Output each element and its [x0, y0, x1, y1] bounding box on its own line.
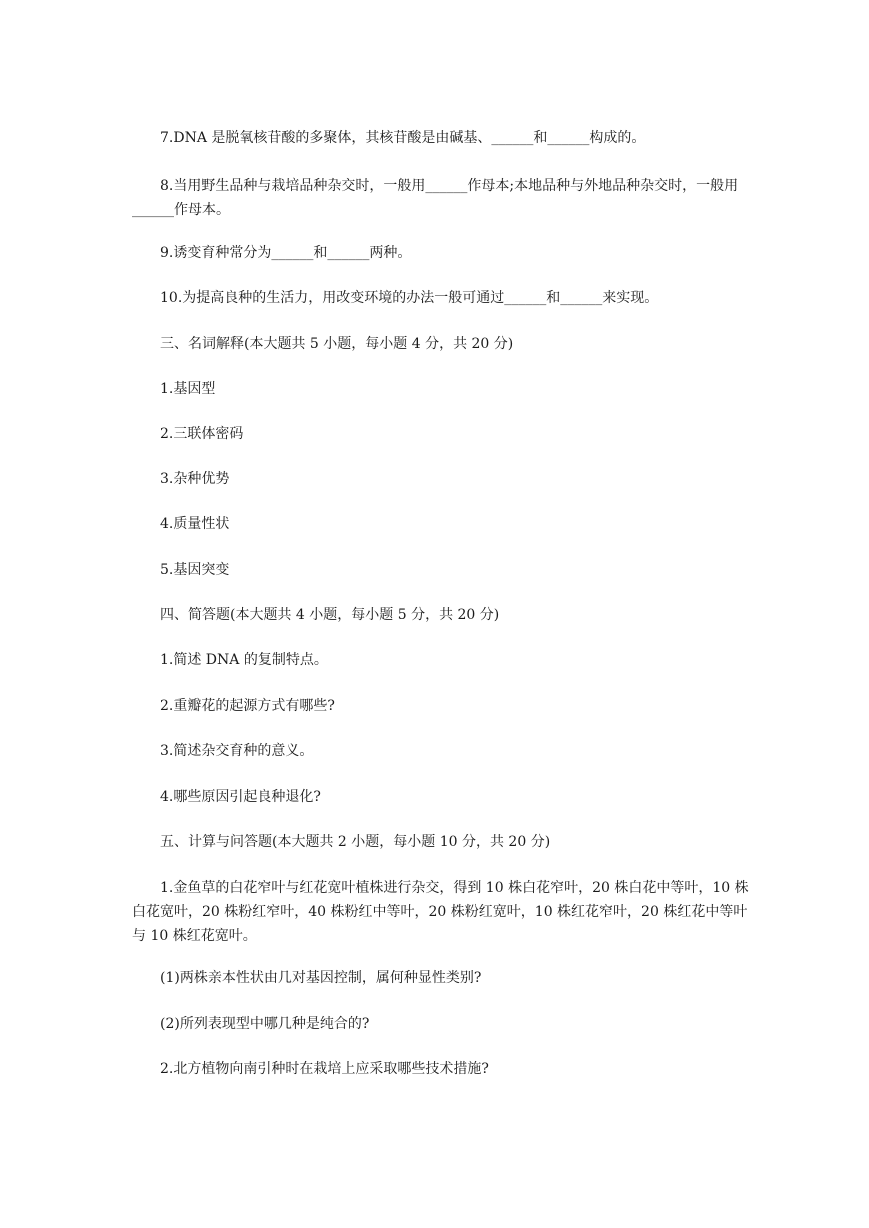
term-4: 4.质量性状 [160, 516, 230, 532]
section-3-heading: 三、名词解释(本大题共 5 小题，每小题 4 分，共 20 分) [160, 336, 514, 352]
term-1: 1.基因型 [160, 381, 216, 397]
short-answer-4: 4.哪些原因引起良种退化? [160, 789, 321, 805]
short-answer-2: 2.重瓣花的起源方式有哪些? [160, 698, 335, 714]
term-3: 3.杂种优势 [160, 471, 230, 487]
question-9: 9.诱变育种常分为______和______两种。 [160, 245, 412, 261]
section-4-heading: 四、简答题(本大题共 4 小题，每小题 5 分，共 20 分) [160, 607, 500, 623]
short-answer-1: 1.简述 DNA 的复制特点。 [160, 652, 328, 668]
question-7: 7.DNA 是脱氧核苷酸的多聚体，其核苷酸是由碱基、______和______构成的。 [160, 130, 646, 146]
question-8: 8.当用野生品种与栽培品种杂交时，一般用______作母本;本地品种与外地品种杂交时，一般用______作母本。 [132, 178, 739, 218]
short-answer-3: 3.简述杂交育种的意义。 [160, 743, 314, 759]
term-2: 2.三联体密码 [160, 426, 244, 442]
calc-question-1: 1.金鱼草的白花窄叶与红花宽叶植株进行杂交，得到 10 株白花窄叶，20 株白花中等叶，10 株白花宽叶，20 株粉红窄叶，40 株粉红中等叶，20 株粉红宽叶，10 株红花窄叶，20 株红花中等叶与 10 株红花宽叶。 [132, 880, 749, 944]
calc-question-1-part-2: (2)所列表现型中哪几种是纯合的? [160, 1016, 370, 1032]
calc-question-1-part-1: (1)两株亲本性状由几对基因控制，属何种显性类别? [160, 970, 482, 986]
question-10: 10.为提高良种的生活力，用改变环境的办法一般可通过______和______来实现。 [160, 290, 659, 306]
section-5-heading: 五、计算与问答题(本大题共 2 小题，每小题 10 分，共 20 分) [160, 834, 551, 850]
calc-question-2: 2.北方植物向南引种时在栽培上应采取哪些技术措施? [160, 1061, 489, 1077]
term-5: 5.基因突变 [160, 562, 230, 578]
